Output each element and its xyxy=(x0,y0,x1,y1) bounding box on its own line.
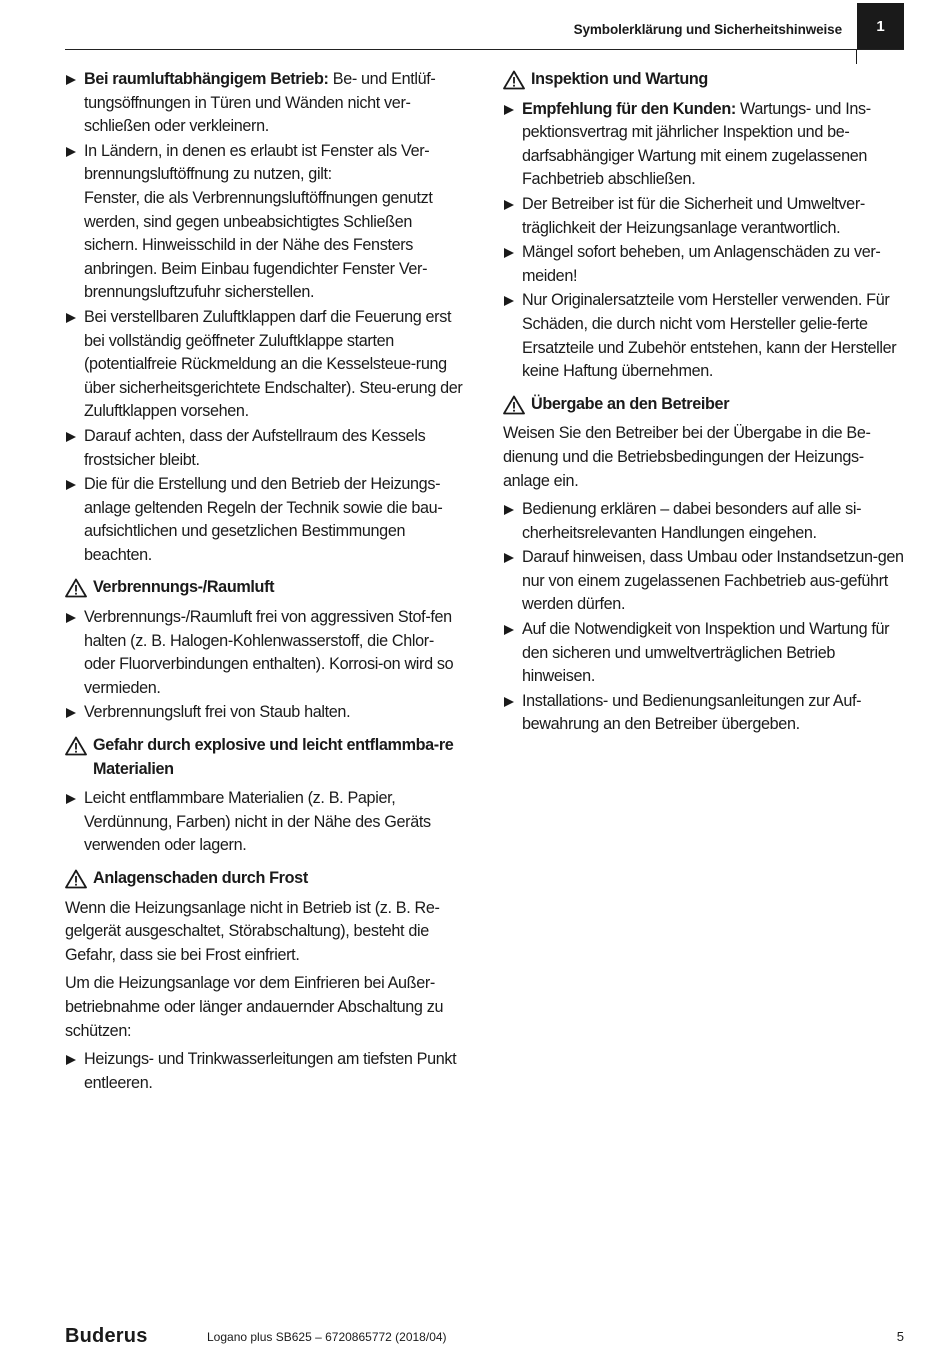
bullet-text: Der Betreiber ist für die Sicherheit und Umweltver-träglichkeit der Heizungsanlage verantwortlich. xyxy=(522,194,865,237)
brand-logo: Buderus xyxy=(65,1325,148,1347)
bullet-arrow-icon xyxy=(66,1055,76,1065)
bullet-arrow-icon xyxy=(504,200,514,210)
heading-text: Übergabe an den Betreiber xyxy=(531,394,730,413)
section-heading xyxy=(65,576,468,600)
list-item xyxy=(65,473,468,567)
chapter-marker-line xyxy=(856,50,857,64)
list-item xyxy=(503,289,904,383)
section-heading xyxy=(503,393,904,417)
list-item xyxy=(65,787,468,858)
bullet-text: Die für die Erstellung und den Betrieb der Heizungs-anlage geltenden Regeln der Technik sowie die bau-aufsichtlichen und gesetzlichen Bestimmungen beachten. xyxy=(84,475,443,564)
bullet-bold-lead: Empfehlung für den Kunden: xyxy=(522,99,736,118)
list-item xyxy=(503,546,904,617)
bullet-text: Mängel sofort beheben, um Anlagenschäden zu ver-meiden! xyxy=(522,243,881,285)
bullet-text: Bei verstellbaren Zuluftklappen darf die Feuerung erst bei vollständig geöffneter Zuluftklappe starten (potentialfreie Rückmeldung an die Kesselsteue-rung über sicherheitsgerichtete Endschalter). Steu-erung der Zuluftklappen vorsehen. xyxy=(84,307,463,421)
bullet-arrow-icon xyxy=(504,105,514,115)
list-item xyxy=(503,618,904,689)
section-heading xyxy=(65,734,468,781)
bullet-text: Nur Originalersatzteile vom Hersteller verwenden. Für Schäden, die durch nicht vom Hersteller gelie-ferte Ersatzteile und Zubehör entstehen, kann der Hersteller keine Haftung übernehmen. xyxy=(522,291,897,381)
bullet-text: Be- und Entlüf-tungsöffnungen in Türen und Wänden nicht ver-schließen oder verkleinern. xyxy=(84,70,436,136)
paragraph: Um die Heizungsanlage vor dem Einfrieren bei Außer-betriebnahme oder länger andauernder Abschaltung zu schützen: xyxy=(65,974,444,1040)
list-item xyxy=(65,425,468,472)
list-item xyxy=(65,1048,468,1095)
header-rule xyxy=(65,49,904,50)
list-item xyxy=(503,98,904,192)
bullet-arrow-icon xyxy=(504,553,514,563)
bullet-arrow-icon xyxy=(66,480,76,490)
bullet-text: Heizungs- und Trinkwasserleitungen am tiefsten Punkt entleeren. xyxy=(84,1050,457,1092)
bullet-text: Fenster, die als Verbrennungsluftöffnungen genutzt werden, sind gegen unbeabsichtigtes Schließen sichern. Hinweisschild in der Nähe des Fensters anbringen. Beim Einbau fugendichter Fenster Ver-brennungsluftzufuhr sicherstellen. xyxy=(84,188,433,302)
running-header-title: Symbolerklärung und Sicherheitshinweise xyxy=(573,22,842,37)
warning-triangle-icon xyxy=(65,869,87,889)
warning-triangle-icon xyxy=(65,578,87,598)
warning-triangle-icon xyxy=(503,395,525,415)
page-number: 5 xyxy=(896,1329,904,1344)
left-column xyxy=(65,68,468,1096)
document-reference: Logano plus SB625 – 6720865772 (2018/04) xyxy=(207,1330,447,1344)
list-item xyxy=(503,690,904,737)
bullet-text: Darauf hinweisen, dass Umbau oder Instandsetzun-gen nur von einem zugelassenen Fachbetrieb aus-geführt werden dürfen. xyxy=(522,548,904,614)
bullet-text: Darauf achten, dass der Aufstellraum des Kessels frostsicher bleibt. xyxy=(84,426,426,469)
bullet-arrow-icon xyxy=(66,613,76,623)
list-item xyxy=(65,306,468,424)
list-item xyxy=(503,498,904,545)
heading-text: Anlagenschaden durch Frost xyxy=(93,869,308,887)
bullet-arrow-icon xyxy=(504,248,514,258)
warning-triangle-icon xyxy=(503,70,525,90)
paragraph: Wenn die Heizungsanlage nicht in Betrieb ist (z. B. Re-gelgerät ausgeschaltet, Störabschaltung), besteht die Gefahr, dass sie bei Frost einfriert. xyxy=(65,898,440,964)
bullet-arrow-icon xyxy=(66,147,76,157)
bullet-text: In Ländern, in denen es erlaubt ist Fenster als Ver-brennungsluftöffnung zu nutzen, gilt: xyxy=(84,141,430,184)
bullet-text: Leicht entflammbare Materialien (z. B. Papier, Verdünnung, Farben) nicht in der Nähe des Geräts verwenden oder lagern. xyxy=(84,789,431,855)
heading-text: Inspektion und Wartung xyxy=(531,70,708,88)
bullet-text: Bedienung erklären – dabei besonders auf alle si-cherheitsrelevanten Handlungen eingehen. xyxy=(522,500,862,542)
bullet-text: Wartungs- und Ins-pektionsvertrag mit jährlicher Inspektion und be-darfsabhängiger Wartung mit einem zugelassenen Fachbetrieb abschließen. xyxy=(522,99,871,189)
heading-text: Gefahr durch explosive und leicht entflammba-re Materialien xyxy=(93,736,454,778)
list-item xyxy=(503,193,904,240)
list-item xyxy=(503,241,904,288)
bullet-arrow-icon xyxy=(504,505,514,515)
bullet-text: Auf die Notwendigkeit von Inspektion und Wartung für den sicheren und umweltverträglichen Betrieb hinweisen. xyxy=(522,620,890,686)
bullet-bold-lead: Bei raumluftabhängigem Betrieb: xyxy=(84,70,329,88)
list-item xyxy=(65,140,468,305)
section-heading xyxy=(503,68,904,92)
warning-triangle-icon xyxy=(65,736,87,756)
list-item xyxy=(65,701,468,725)
bullet-text: Verbrennungsluft frei von Staub halten. xyxy=(84,703,351,722)
bullet-arrow-icon xyxy=(504,296,514,306)
bullet-arrow-icon xyxy=(66,75,76,85)
bullet-arrow-icon xyxy=(66,708,76,718)
right-column xyxy=(503,68,904,738)
chapter-number-badge: 1 xyxy=(857,3,904,50)
bullet-arrow-icon xyxy=(66,794,76,804)
section-heading xyxy=(65,867,468,891)
paragraph: Weisen Sie den Betreiber bei der Übergabe in die Be-dienung und die Betriebsbedingungen der Heizungs-anlage ein. xyxy=(503,424,871,490)
bullet-text: Verbrennungs-/Raumluft frei von aggressiven Stof-fen halten (z. B. Halogen-Kohlenwasserstoff, die Chlor- oder Fluorverbindungen enthalten). Korrosi-on wird so vermieden. xyxy=(84,608,454,697)
bullet-arrow-icon xyxy=(66,432,76,442)
bullet-arrow-icon xyxy=(66,313,76,323)
list-item xyxy=(65,68,468,139)
bullet-arrow-icon xyxy=(504,625,514,635)
heading-text: Verbrennungs-/Raumluft xyxy=(93,578,275,597)
bullet-text: Installations- und Bedienungsanleitungen zur Auf-bewahrung an den Betreiber übergeben. xyxy=(522,691,862,734)
bullet-arrow-icon xyxy=(504,697,514,707)
list-item xyxy=(65,606,468,700)
